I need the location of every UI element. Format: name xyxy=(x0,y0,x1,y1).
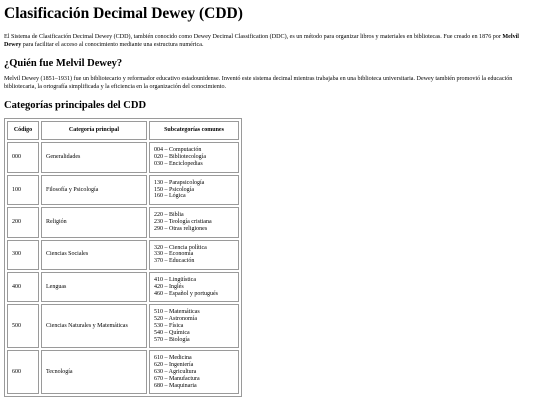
cell-subcategories xyxy=(149,240,239,270)
about-paragraph: Melvil Dewey (1851–1931) fue un bibliotecario y reformador educativo estadounidense. Inventó este sistema decimal mientras trabajaba en una biblioteca universitaria. Dewey también promovió la educación bibliotecaria, la ortografía simplificada y la eficiencia en la organización del conocimiento. xyxy=(4,76,513,90)
subcategory-item: 030 – Enciclopedias xyxy=(154,160,203,167)
table-row xyxy=(7,350,239,394)
page-title: Clasificación Decimal Dewey (CDD) xyxy=(4,5,243,22)
cell-category: Tecnología xyxy=(41,350,147,394)
table-row xyxy=(7,240,239,270)
subcategory-item: 680 – Maquinaria xyxy=(154,382,197,389)
cell-subcategories xyxy=(149,272,239,302)
subcategory-item: 510 – Matemáticas xyxy=(154,309,200,316)
subcategory-item: 540 – Química xyxy=(154,329,190,336)
subcategory-item: 630 – Agricultura xyxy=(154,368,197,375)
cell-subcategories xyxy=(149,142,239,172)
column-header-subcategories: Subcategorías comunes xyxy=(149,121,239,140)
cell-code: 500 xyxy=(7,304,39,348)
cell-category: Generalidades xyxy=(41,142,147,172)
cell-code: 300 xyxy=(7,240,39,270)
cell-category: Filosofía y Psicología xyxy=(41,175,147,205)
subcategory-item: 330 – Economía xyxy=(154,251,194,258)
cell-category: Ciencias Naturales y Matemáticas xyxy=(41,304,147,348)
table-body xyxy=(7,142,239,394)
table-row xyxy=(7,175,239,205)
about-heading: ¿Quién fue Melvil Dewey? xyxy=(4,58,123,70)
subcategory-item: 460 – Español y portugués xyxy=(154,290,218,297)
intro-paragraph xyxy=(4,34,534,49)
subcategory-item: 220 – Biblia xyxy=(154,212,184,219)
subcategory-item: 530 – Física xyxy=(154,322,184,329)
subcategory-item: 410 – Lingüística xyxy=(154,276,196,283)
subcategory-item: 320 – Ciencia política xyxy=(154,244,207,251)
cell-code: 400 xyxy=(7,272,39,302)
cell-subcategories xyxy=(149,350,239,394)
cell-code: 200 xyxy=(7,207,39,237)
cell-subcategories xyxy=(149,304,239,348)
subcategory-item: 150 – Psicología xyxy=(154,186,194,193)
subcategory-item: 020 – Bibliotecología xyxy=(154,154,206,161)
subcategory-item: 610 – Medicina xyxy=(154,355,192,362)
cell-code: 100 xyxy=(7,175,39,205)
cell-code: 600 xyxy=(7,350,39,394)
subcategory-item: 004 – Computación xyxy=(154,147,202,154)
table-row xyxy=(7,207,239,237)
column-header-category: Categoría principal xyxy=(41,121,147,140)
intro-text-2: para facilitar el acceso al conocimiento mediante una estructura numérica. xyxy=(21,41,204,48)
table-row xyxy=(7,272,239,302)
table-header-row xyxy=(7,121,239,140)
subcategory-item: 520 – Astronomía xyxy=(154,316,197,323)
subcategory-item: 620 – Ingeniería xyxy=(154,362,194,369)
cell-subcategories xyxy=(149,175,239,205)
table-row xyxy=(7,142,239,172)
subcategory-item: 160 – Lógica xyxy=(154,193,186,200)
subcategory-item: 290 – Otras religiones xyxy=(154,225,208,232)
cell-subcategories xyxy=(149,207,239,237)
cell-category: Religión xyxy=(41,207,147,237)
subcategory-item: 570 – Biología xyxy=(154,336,190,343)
categories-table xyxy=(4,118,242,397)
table-row xyxy=(7,304,239,348)
cell-category: Ciencias Sociales xyxy=(41,240,147,270)
subcategory-item: 670 – Manufactura xyxy=(154,375,200,382)
cell-category: Lenguas xyxy=(41,272,147,302)
subcategory-item: 420 – Inglés xyxy=(154,283,184,290)
subcategory-item: 130 – Parapsicología xyxy=(154,179,205,186)
column-header-code: Código xyxy=(7,121,39,140)
cell-code: 000 xyxy=(7,142,39,172)
subcategory-item: 370 – Educación xyxy=(154,258,195,265)
categories-heading: Categorías principales del CDD xyxy=(4,100,147,112)
subcategory-item: 230 – Teología cristiana xyxy=(154,218,212,225)
intro-text-1: El Sistema de Clasificación Decimal Dewey (CDD), también conocido como Dewey Decimal Classification (DDC), es un método para organizar libros y materiales en bibliotecas. Fue creado en 1876 por xyxy=(4,34,503,40)
intro-bold-name: Melvil Dewey xyxy=(4,34,520,48)
